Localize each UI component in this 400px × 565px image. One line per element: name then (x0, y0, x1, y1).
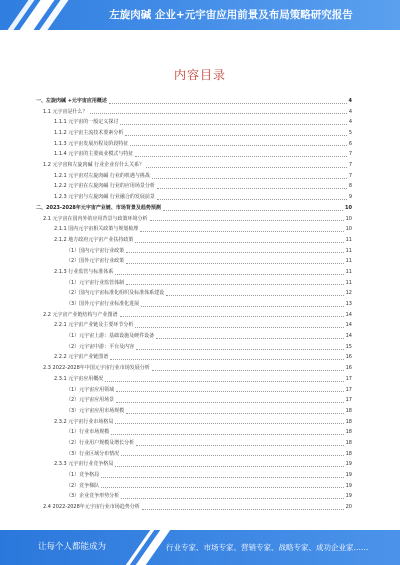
toc-entry-label: （1）行业市场规模 (66, 429, 110, 436)
toc-entry-label: 2.2 元宇宙产业链结构与产业图谱 (43, 311, 118, 318)
toc-entry-page: 13 (345, 301, 352, 308)
toc-leader-dots (163, 210, 343, 211)
footer-slogan: 让每个人都能成为 (38, 542, 107, 552)
toc-entry-label: （2）国外元宇宙行业政策 (66, 258, 125, 265)
report-title: 左旋肉碱 企业+元宇宙应用前景及布局策略研究报告 (109, 9, 353, 21)
toc-entry[interactable] (36, 182, 352, 193)
toc-entry-label: （3）元宇宙应用市场规模 (66, 407, 125, 414)
toc-leader-dots (90, 113, 347, 114)
toc-entry-page: 14 (345, 311, 352, 318)
toc-entry-page: 15 (345, 343, 352, 350)
toc-entry-label: 1.1.2 元宇宙主流技术要素分析 (54, 130, 124, 137)
toc-entry-page: 18 (345, 407, 352, 414)
toc-entry-label: （1）国内元宇宙行业政策 (66, 247, 125, 254)
toc-entry-label: （3）企业竞争形势分析 (66, 493, 120, 500)
toc-entry[interactable] (36, 374, 352, 385)
toc-entry-page: 10 (345, 204, 352, 211)
toc-entry[interactable] (36, 96, 352, 107)
toc-entry[interactable] (36, 395, 352, 406)
toc-entry-page: 18 (345, 439, 352, 446)
toc-leader-dots (152, 370, 344, 371)
toc-leader-dots (135, 156, 346, 157)
toc-entry-label: 2.4 2022-2028年元宇宙行业市场趋势分析 (43, 504, 140, 511)
toc-entry-page: 19 (345, 493, 352, 500)
toc-entry-label: 一、左旋肉碱 +元宇宙应用概述 (36, 97, 107, 104)
toc-entry[interactable] (36, 256, 352, 267)
toc-entry-page: 11 (345, 258, 352, 265)
toc-entry-page: 8 (348, 183, 352, 190)
toc-leader-dots (116, 391, 343, 392)
toc-entry-page: 4 (348, 119, 352, 126)
footer-slogan-roles: 行业专家、市场专家、营销专家、战略专家、成功企业家…… (166, 543, 369, 552)
toc-entry[interactable] (36, 160, 352, 171)
toc-entry-page: 14 (345, 322, 352, 329)
toc-entry-label: 1.1.3 元宇宙发展历程及阶段特征 (54, 140, 129, 147)
toc-leader-dots (135, 242, 343, 243)
toc-entry[interactable] (36, 139, 352, 150)
toc-entry-label: 1.1.4 元宇宙的主要商业模式与特征 (54, 151, 134, 158)
toc-entry-page: 18 (345, 429, 352, 436)
toc-entry-label: 2.3.1 元宇宙应用概况 (54, 375, 104, 382)
toc-leader-dots (115, 466, 343, 467)
toc-entry-page: 9 (348, 194, 352, 201)
toc-entry-page: 11 (345, 268, 352, 275)
toc-leader-dots (111, 434, 343, 435)
toc-entry-label: 1.2.2 元宇宙在左旋肉碱 行业的应用场景分析 (54, 183, 155, 190)
toc-entry-label: （1）元宇宙上游：基础设施及硬件设备 (66, 333, 155, 340)
toc-leader-dots (142, 509, 344, 510)
toc-entry[interactable] (36, 417, 352, 428)
toc-entry[interactable] (36, 117, 352, 128)
toc-entry-page: 17 (345, 397, 352, 404)
toc-entry[interactable] (36, 310, 352, 321)
toc-entry[interactable] (36, 353, 352, 364)
toc-entry-page: 19 (345, 472, 352, 479)
toc-leader-dots (157, 199, 347, 200)
toc-entry-label: 2.3.2 元宇宙行业市场格局 (54, 418, 114, 425)
toc-entry[interactable] (36, 107, 352, 118)
toc-entry[interactable] (36, 502, 352, 513)
toc-entry[interactable] (36, 363, 352, 374)
toc-leader-dots (120, 124, 346, 125)
page-header-bar (0, 0, 400, 30)
toc-entry-page: 4 (348, 108, 352, 115)
toc-entry-label: 2.1.3 行业监管与标准体系 (54, 268, 114, 275)
toc-heading: 内容目录 (173, 68, 226, 82)
toc-entry-label: 二、2023-2028年元宇宙产业链、市场背景及趋势预测 (36, 204, 161, 211)
toc-entry-label: 1.1 元宇宙是什么？ (43, 108, 88, 115)
toc-leader-dots (115, 423, 343, 424)
toc-entry-page: 10 (345, 226, 352, 233)
toc-entry-label: （2）行业用户规模及增长分析 (66, 439, 135, 446)
toc-leader-dots (105, 381, 343, 382)
toc-leader-dots (121, 455, 343, 456)
toc-leader-dots (157, 188, 347, 189)
toc-entry[interactable] (36, 449, 352, 460)
toc-entry[interactable] (36, 481, 352, 492)
toc-entry[interactable] (36, 288, 352, 299)
toc-entry[interactable] (36, 235, 352, 246)
toc-entry[interactable] (36, 192, 352, 203)
toc-leader-dots (101, 477, 343, 478)
toc-entry-page: 19 (345, 482, 352, 489)
toc-entry-page: 16 (345, 365, 352, 372)
toc-entry-page: 18 (345, 418, 352, 425)
toc-entry[interactable] (36, 438, 352, 449)
toc-leader-dots (109, 103, 347, 104)
toc-entry-page: 10 (345, 215, 352, 222)
toc-entry-page: 5 (348, 130, 352, 137)
toc-entry[interactable] (36, 128, 352, 139)
toc-leader-dots (135, 327, 343, 328)
table-of-contents (36, 96, 352, 513)
toc-entry-label: 2.3 2022-2028年中国元宇宙行业市场发展分析 (43, 365, 150, 372)
page-footer-bar (0, 530, 400, 565)
toc-entry[interactable] (36, 246, 352, 257)
toc-entry-label: 1.1.1 元宇宙的一般定义探讨 (54, 119, 119, 126)
toc-entry-page: 18 (345, 450, 352, 457)
toc-entry-label: 2.2.1 元宇宙产业链及主要环节分析 (54, 322, 134, 329)
toc-entry-page: 6 (348, 140, 352, 147)
toc-leader-dots (136, 349, 343, 350)
toc-entry[interactable] (36, 342, 352, 353)
toc-entry[interactable] (36, 470, 352, 481)
toc-entry-label: 1.2.3 元宇宙与左旋肉碱 行业融合的发展前景 (54, 194, 155, 201)
toc-entry[interactable] (36, 149, 352, 160)
toc-entry-page: 4 (348, 97, 352, 104)
toc-leader-dots (116, 402, 343, 403)
toc-entry[interactable] (36, 406, 352, 417)
toc-entry-label: 2.1.1 国内元宇宙相关政策与规划梳理 (54, 226, 139, 233)
toc-leader-dots (140, 231, 343, 232)
toc-leader-dots (136, 445, 343, 446)
toc-entry[interactable] (36, 171, 352, 182)
toc-entry-label: 2.2.2 元宇宙产业链图谱 (54, 354, 109, 361)
toc-entry-label: （1）元宇宙应用领域 (66, 386, 115, 393)
toc-entry-page: 12 (345, 290, 352, 297)
toc-leader-dots (146, 167, 347, 168)
toc-entry[interactable] (36, 203, 352, 214)
toc-entry-label: （1）元宇宙行业监管体制 (66, 279, 125, 286)
toc-entry[interactable] (36, 267, 352, 278)
toc-entry-label: （1）竞争格局 (66, 472, 100, 479)
toc-leader-dots (152, 178, 347, 179)
toc-entry-label: 2.1 元宇宙在国内外的应用背景与政策环境分析 (43, 215, 148, 222)
toc-entry-page: 20 (345, 504, 352, 511)
toc-leader-dots (101, 487, 343, 488)
toc-entry-page: 7 (348, 162, 352, 169)
toc-leader-dots (126, 263, 343, 264)
toc-leader-dots (126, 252, 343, 253)
toc-entry-page: 11 (345, 279, 352, 286)
toc-leader-dots (121, 498, 343, 499)
toc-leader-dots (125, 135, 346, 136)
toc-leader-dots (115, 274, 343, 275)
toc-entry-page: 19 (345, 461, 352, 468)
toc-leader-dots (166, 295, 343, 296)
toc-entry-label: （2）元宇宙应用场景 (66, 397, 115, 404)
toc-entry[interactable] (36, 320, 352, 331)
toc-entry-page: 11 (345, 247, 352, 254)
toc-entry-label: （2）国内元宇宙标准化组织及标准体系建设 (66, 290, 165, 297)
toc-entry-page: 7 (348, 151, 352, 158)
toc-entry[interactable] (36, 385, 352, 396)
toc-leader-dots (141, 306, 343, 307)
toc-entry-label: 1.2 元宇宙和左旋肉碱 行业企业有什么关系？ (43, 162, 145, 169)
toc-entry[interactable] (36, 331, 352, 342)
toc-entry[interactable] (36, 459, 352, 470)
toc-entry[interactable] (36, 278, 352, 289)
toc-entry[interactable] (36, 427, 352, 438)
toc-entry-label: （3）国外元宇宙行业标准化进展 (66, 301, 140, 308)
toc-entry[interactable] (36, 299, 352, 310)
toc-leader-dots (126, 284, 343, 285)
toc-leader-dots (126, 413, 343, 414)
toc-entry-page: 16 (345, 354, 352, 361)
toc-entry-label: （2）元宇宙中游：平台及内容 (66, 343, 135, 350)
toc-entry-page: 17 (345, 386, 352, 393)
toc-entry-label: （3）行业区域分布情况 (66, 450, 120, 457)
toc-entry-label: 1.2.1 元宇宙对左旋肉碱 行业的机遇与挑战 (54, 172, 150, 179)
toc-entry-page: 11 (345, 236, 352, 243)
toc-entry[interactable] (36, 491, 352, 502)
toc-leader-dots (150, 220, 344, 221)
toc-entry[interactable] (36, 214, 352, 225)
toc-leader-dots (110, 359, 343, 360)
toc-leader-dots (120, 316, 344, 317)
toc-entry[interactable] (36, 224, 352, 235)
toc-entry-page: 7 (348, 172, 352, 179)
toc-entry-label: （2）竞争梯队 (66, 482, 100, 489)
toc-leader-dots (156, 338, 343, 339)
toc-entry-label: 2.3.3 元宇宙行业竞争格局 (54, 461, 114, 468)
toc-entry-label: 2.1.2 地方政府元宇宙产业扶持政策 (54, 236, 134, 243)
toc-entry-page: 14 (345, 333, 352, 340)
toc-entry-page: 17 (345, 375, 352, 382)
toc-leader-dots (130, 145, 346, 146)
